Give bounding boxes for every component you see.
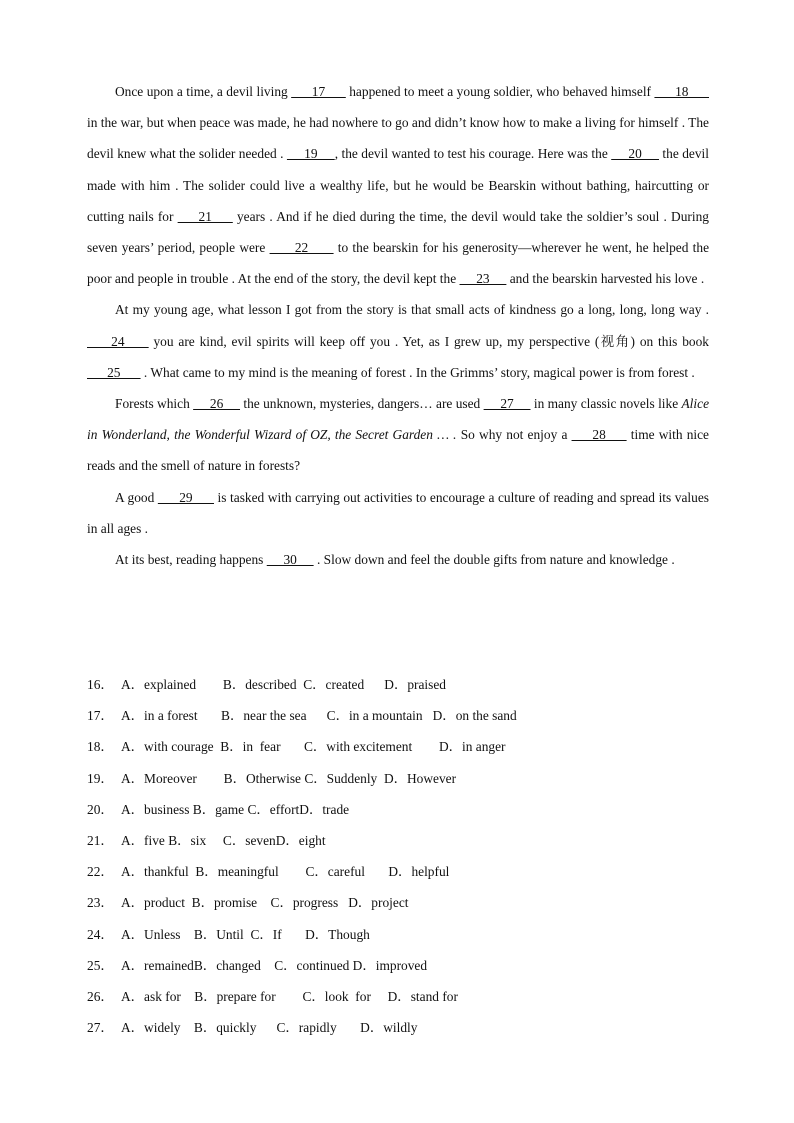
blank-25: 25: [87, 364, 141, 380]
question-choices: A．Unless B．Until C．If D．Though: [121, 926, 370, 942]
question-number: 19．: [87, 770, 114, 786]
question-number: 24．: [87, 926, 114, 942]
question-row: [87, 1012, 709, 1043]
question-row: [87, 731, 709, 762]
blank-26: 26: [193, 396, 241, 412]
book-titles: Alice in Wonderland, the Wonderful Wizard of OZ, the Secret Garden … .: [87, 396, 710, 443]
question-choices: A．in a forest B．near the sea C．in a mountain D．on the sand: [121, 708, 517, 724]
question-choices: A．with courage B．in fear C．with excitement D．in anger: [121, 739, 506, 755]
passage-text: At its best, reading happens: [115, 552, 267, 568]
question-row: [87, 887, 709, 918]
question-row: [87, 700, 709, 731]
question-choices: A．Moreover B．Otherwise C．Suddenly D．However: [121, 770, 457, 786]
blank-17: 17: [291, 84, 346, 99]
question-row: [87, 950, 709, 981]
question-choices: A．ask for B．prepare for C．look for D．stand for: [121, 989, 458, 1005]
blank-19: 19: [286, 146, 335, 162]
passage-text: in many classic novels like: [530, 396, 682, 412]
answer-options: [87, 669, 709, 1043]
cloze-passage: [87, 76, 709, 575]
passage-text: . Slow down and feel the double gifts from nature and knowledge .: [313, 552, 675, 568]
passage-text: time with nice reads and the smell of nature in forests?: [87, 427, 709, 474]
question-row: [87, 669, 709, 700]
question-choices: A．explained B．described C．created D．praised: [121, 677, 447, 692]
passage-text: in the war, but when peace was made, he had nowhere to go and didn’t know how to make a living for himself . The devil knew what the solider needed .: [87, 115, 709, 162]
question-number: 25．: [87, 957, 114, 973]
passage-text: you are kind, evil spirits will keep off you . Yet, as I grew up, my perspective (视角) on this book: [148, 333, 709, 349]
question-row: [87, 856, 709, 887]
passage-text: So why not enjoy a: [456, 427, 572, 443]
passage-text: Forests which: [115, 396, 194, 412]
blank-18: 18: [654, 84, 709, 99]
blank-23: 23: [459, 271, 507, 287]
passage-text: At my young age, what lesson I got from the story is that small acts of kindness go a long, long, long way .: [115, 302, 709, 318]
question-number: 17．: [87, 708, 114, 724]
question-choices: A．widely B．quickly C．rapidly D．wildly: [121, 1020, 418, 1036]
passage-text: A good: [115, 489, 158, 505]
passage-text: , the devil wanted to test his courage. Here was the: [334, 146, 612, 162]
passage-text: Once upon a time, a devil living: [115, 84, 292, 99]
passage-text: and the bearskin harvested his love .: [506, 271, 705, 287]
passage-text: the devil made with him . The solider could live a wealthy life, but he would be Bearskin without bathing, haircutting or cutting nails for: [87, 146, 709, 224]
question-choices: A．product B．promise C．progress D．project: [121, 895, 409, 911]
question-row: [87, 794, 709, 825]
blank-24: 24: [87, 333, 149, 349]
blank-28: 28: [571, 427, 627, 443]
paragraph-1: [87, 76, 709, 294]
question-choices: A．remainedB．changed C．continued D．improved: [121, 957, 428, 973]
question-number: 20．: [87, 801, 114, 817]
passage-text: to the bearskin for his generosity—wherever he went, he helped the poor and people in trouble . At the end of the story, the devil kept the: [87, 240, 710, 287]
blank-20: 20: [611, 146, 659, 162]
question-row: [87, 825, 709, 856]
passage-text: is tasked with carrying out activities to encourage a culture of reading and spread its values in all ages .: [87, 489, 709, 536]
question-choices: A．business B．game C．effortD．trade: [121, 801, 350, 817]
blank-29: 29: [157, 489, 214, 505]
question-row: [87, 919, 709, 950]
paragraph-4: [87, 482, 709, 544]
question-number: 23．: [87, 895, 114, 911]
question-number: 21．: [87, 833, 114, 849]
question-number: 22．: [87, 864, 114, 880]
question-number: 18．: [87, 739, 114, 755]
blank-22: 22: [269, 240, 334, 256]
question-number: 16．: [87, 677, 114, 692]
blank-27: 27: [483, 396, 531, 412]
paragraph-5: [87, 544, 709, 575]
question-choices: A．thankful B．meaningful C．careful D．helpful: [121, 864, 450, 880]
question-number: 26．: [87, 989, 114, 1005]
passage-text: happened to meet a young soldier, who behaved himself: [345, 84, 655, 99]
question-row: [87, 763, 709, 794]
passage-text: the unknown, mysteries, dangers… are used: [240, 396, 484, 412]
passage-text: . What came to my mind is the meaning of forest . In the Grimms’ story, magical power is from forest .: [140, 364, 695, 380]
question-choices: A．five B．six C．sevenD．eight: [121, 833, 326, 849]
question-row: [87, 981, 709, 1012]
paragraph-2: [87, 294, 709, 388]
blank-30: 30: [266, 552, 314, 568]
passage-text: years . And if he died during the time, the devil would take the soldier’s soul . During seven years’ period, people were: [87, 208, 709, 256]
question-number: 27．: [87, 1020, 114, 1036]
paragraph-3: [87, 388, 709, 482]
blank-21: 21: [177, 208, 233, 224]
